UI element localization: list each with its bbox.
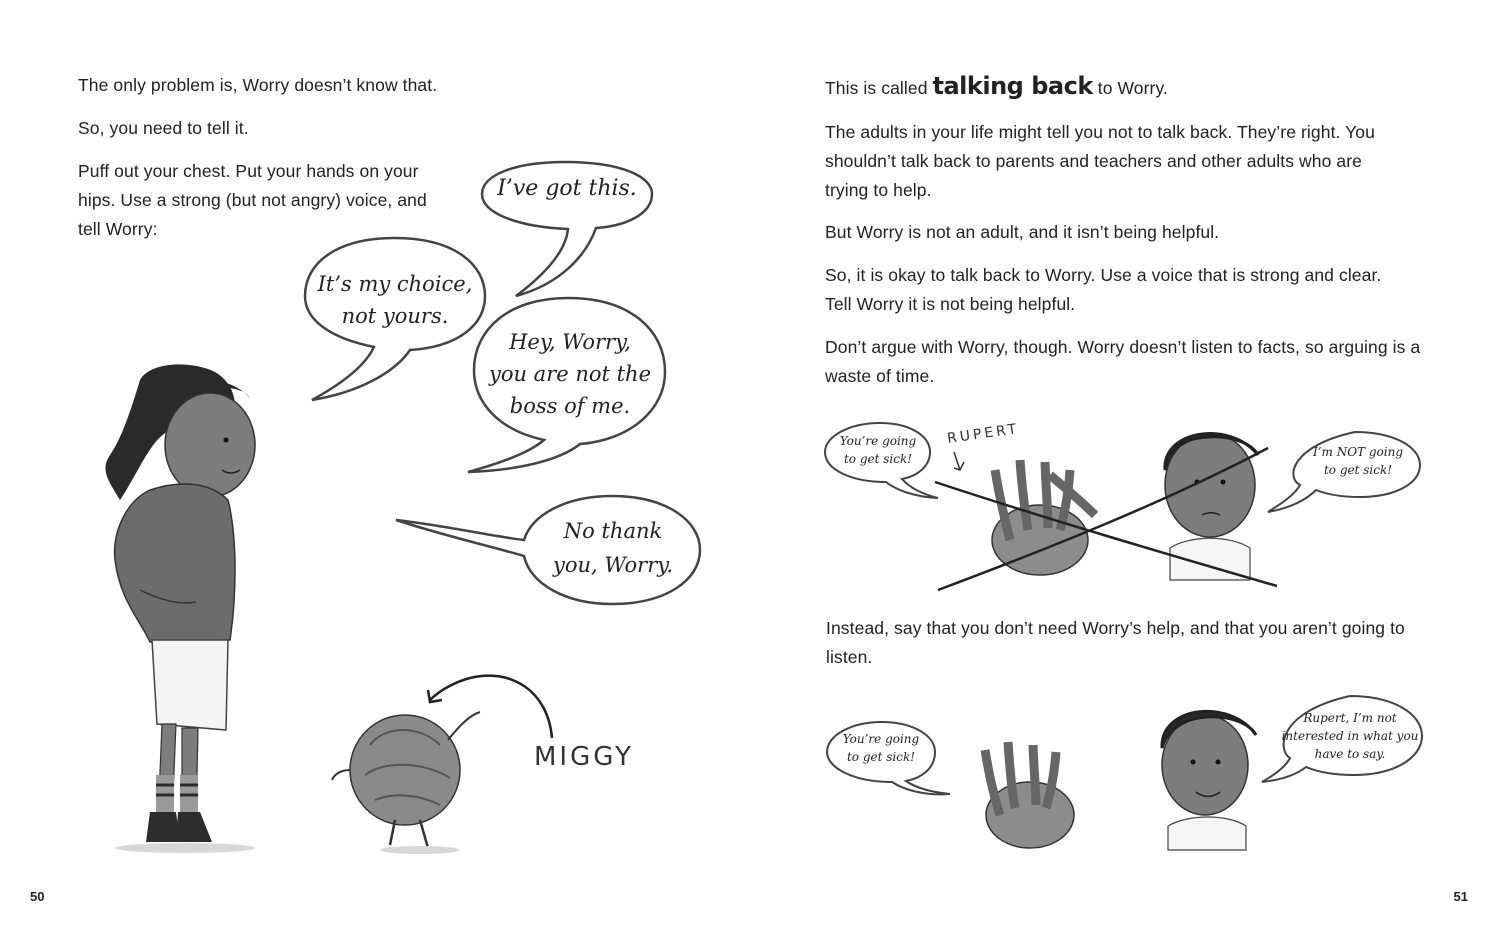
rupert-label: RUPERT	[946, 421, 1021, 447]
girl-illustration	[105, 364, 255, 853]
page-number-left: 50	[30, 889, 45, 904]
right-paragraph-instead: Instead, say that you don’t need Worry’s help, and that you aren’t going to listen.	[826, 618, 1405, 667]
miggy-illustration	[332, 676, 552, 854]
right-paragraph-3: So, it is okay to talk back to Worry. Use a voice that is strong and clear. Tell Worry it is not being helpful.	[825, 265, 1382, 314]
right-paragraph-2: But Worry is not an adult, and it isn’t being helpful.	[825, 222, 1220, 242]
right-paragraph-4: Don’t argue with Worry, though. Worry doesn’t listen to facts, so arguing is a waste of time.	[825, 337, 1421, 386]
left-paragraph-2: So, you need to tell it.	[78, 118, 249, 138]
miggy-label: MIGGY	[534, 742, 634, 772]
bubble-hey-worry-text: Hey, Worry, you are not the boss of me.	[488, 330, 652, 418]
worry-creature-panel2	[985, 742, 1074, 848]
right-page	[750, 0, 1500, 938]
boy-panel2	[1162, 711, 1256, 850]
panel1-boy-text: I’m NOT going to get sick!	[1312, 445, 1404, 477]
right-intro: This is called talking back to Worry.	[825, 72, 1169, 100]
page-number-right: 51	[1453, 889, 1468, 904]
bubble-my-choice-text: It’s my choice, not yours.	[317, 272, 473, 328]
talking-back-emphasis: talking back	[932, 72, 1093, 100]
panel2-boy-text: Rupert, I’m not interested in what you have to say.	[1281, 711, 1419, 761]
bubble-got-this-text: I’ve got this.	[497, 176, 637, 201]
left-paragraph-1: The only problem is, Worry doesn’t know that.	[78, 75, 438, 95]
left-paragraph-3: Puff out your chest. Put your hands on your hips. Use a strong (but not angry) voice, and tell Worry:	[78, 161, 427, 239]
panel1-worry-text: You’re going to get sick!	[839, 434, 917, 466]
bubble-no-thank-you-text: No thank you, Worry.	[552, 519, 673, 577]
panel2-worry-text: You’re going to get sick!	[842, 732, 920, 764]
right-paragraph-1: The adults in your life might tell you not to talk back. They’re right. You shouldn’t talk back to parents and teachers and other adults who are trying to help.	[825, 122, 1375, 200]
